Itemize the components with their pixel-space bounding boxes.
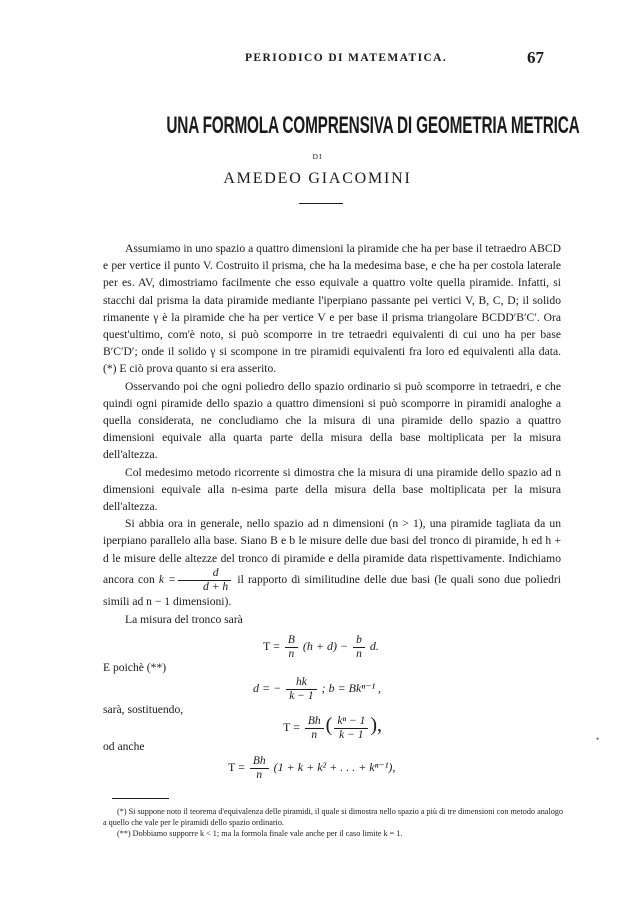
formula-1-fraction-1-num: B xyxy=(285,634,298,648)
formula-3-close-paren: ), xyxy=(370,714,383,736)
page-number: 67 xyxy=(527,48,544,67)
paragraph-5: La misura del tronco sarà xyxy=(125,612,243,626)
formula-1-fraction-2-num: b xyxy=(353,634,365,648)
formula-1-fraction-1-den: n xyxy=(288,647,295,660)
ratio-numerator: d xyxy=(178,567,231,581)
formula-3-fraction-1-num: Bh xyxy=(305,715,324,729)
footnote-2: (**) Dobbiamo supporre k < 1; ma la formola finale vale anche per il caso limite k = 1. xyxy=(117,829,403,838)
formula-2-tail: ; b = Bkⁿ⁻¹ , xyxy=(321,680,382,695)
margin-mark: • xyxy=(596,734,600,744)
label-poiche: E poichè (**) xyxy=(103,661,167,674)
formula-4-fraction-num: Bh xyxy=(250,755,269,769)
paragraph-2: Osservando poi che ogni poliedro dello spazio ordinario si può scomporre in tetraedri, e che quindi ogni piramide dello spazio a quattro dimensioni si può scomporre in piramidi analoghe a quella considerata, ne concludiamo che la misura di una piramide dello spazio a quattro dimensioni equivale alla quarta parte della misura della base moltiplicata per la misura dell'altezza. xyxy=(103,379,561,462)
formula-1-fraction-2 xyxy=(353,634,365,660)
formula-2-fraction xyxy=(286,676,316,702)
formula-3-lhs: T = xyxy=(283,720,300,734)
paragraph-4-text-a: Si abbia ora in generale, nello spazio ad n dimensioni (n > 1), una piramide tagliata da un iperpiano parallelo alla base. Siano B e b le misure delle due basi del tronco di piramide, h ed h + d le misure delle altezze del tronco di piramide e della piramide data rispettivamente. Indichiamo ancora con xyxy=(103,517,561,586)
formula-1-middle: (h + d) − xyxy=(302,638,349,653)
running-title: PERIODICO DI MATEMATICA. xyxy=(245,52,448,64)
formula-1-fraction-1 xyxy=(285,634,298,660)
formula-volume-frustum xyxy=(263,634,379,660)
byline-preposition: DI xyxy=(312,152,323,161)
formula-4-tail: (1 + k + k² + . . . + kⁿ⁻¹), xyxy=(273,759,396,774)
formula-substituted xyxy=(283,714,382,741)
ratio-symbol: k = xyxy=(158,572,177,586)
formula-3-fraction-2-den: k − 1 xyxy=(339,728,364,741)
footnote-divider xyxy=(112,798,169,799)
formula-3-fraction-1-den: n xyxy=(311,728,318,741)
formula-3-fraction-2 xyxy=(334,715,368,741)
formula-1-fraction-2-den: n xyxy=(356,647,362,660)
title-divider xyxy=(299,203,343,204)
formula-3-fraction-2-num: kⁿ − 1 xyxy=(334,715,368,729)
paragraph-4 xyxy=(103,515,561,610)
article-title: UNA FORMOLA COMPRENSIVA DI GEOMETRIA METRICA xyxy=(166,112,580,139)
footnotes xyxy=(103,806,563,839)
ratio-denominator: d + h xyxy=(203,579,229,593)
formula-3-open-paren: ( xyxy=(325,714,333,736)
paragraph-1: Assumiamo in uno spazio a quattro dimensioni la piramide che ha per base il tetraedro ABCD e per vertice il punto V. Costruito il prisma, che ha la medesima base, e che ha per costola laterale per es. AV, dimostriamo facilmente che esso equivale a quattro volte quella piramide. Infatti, si stacchi dal prisma la data piramide mediante l'iperpiano passante pei vertici V, B, C, D; il solido rimanente γ è la piramide che ha per vertice V e per base il prisma triangolare BCDD′B′C′. Ora quest'ultimo, com'è noto, si può scomporre in tre tetraedri equivalenti di cui uno ha per base B′C′D′; onde il solido γ si scompone in tre piramidi equivalenti fra loro ed equivalenti alla data. (*) E ciò prova quanto si era asserito. xyxy=(103,242,561,376)
paragraph-3: Col medesimo metodo ricorrente si dimostra che la misura di una piramide dello spazio ad n dimensioni equivale alla n-esima parte della misura della base moltiplicata per la misura dell'altezza. xyxy=(103,465,561,514)
article-body xyxy=(103,240,561,628)
formula-1-lhs: T = xyxy=(263,638,280,653)
author-name: AMEDEO GIACOMINI xyxy=(223,170,412,187)
formula-substitutions xyxy=(253,676,381,702)
running-head xyxy=(0,48,635,72)
formula-4-fraction xyxy=(250,755,269,781)
formula-3-fraction-1 xyxy=(305,715,324,741)
footnote-1: (*) Si suppone noto il teorema d'equivalenza delle piramidi, il quale si dimostra nello spazio a più di tre dimensioni con metodo analogo a quello che vale per le piramidi dello spazio ordinario. xyxy=(103,807,563,827)
formula-1-tail: d. xyxy=(369,638,379,653)
label-od-anche: od anche xyxy=(103,740,145,753)
formula-2-fraction-den: k − 1 xyxy=(289,689,314,702)
formula-4-fraction-den: n xyxy=(256,768,263,781)
formula-2-fraction-num: hk xyxy=(286,676,316,690)
formula-series xyxy=(228,755,395,781)
label-sostituendo: sarà, sostituendo, xyxy=(103,703,184,716)
paragraph-4-text-b: il rapporto di similitudine delle due basi (le quali sono due poliedri simili ad n − 1 dimensioni). xyxy=(103,572,562,609)
formula-4-lhs: T = xyxy=(228,759,245,774)
ratio-fraction xyxy=(178,567,231,594)
formula-2-lhs: d = − xyxy=(253,680,282,695)
